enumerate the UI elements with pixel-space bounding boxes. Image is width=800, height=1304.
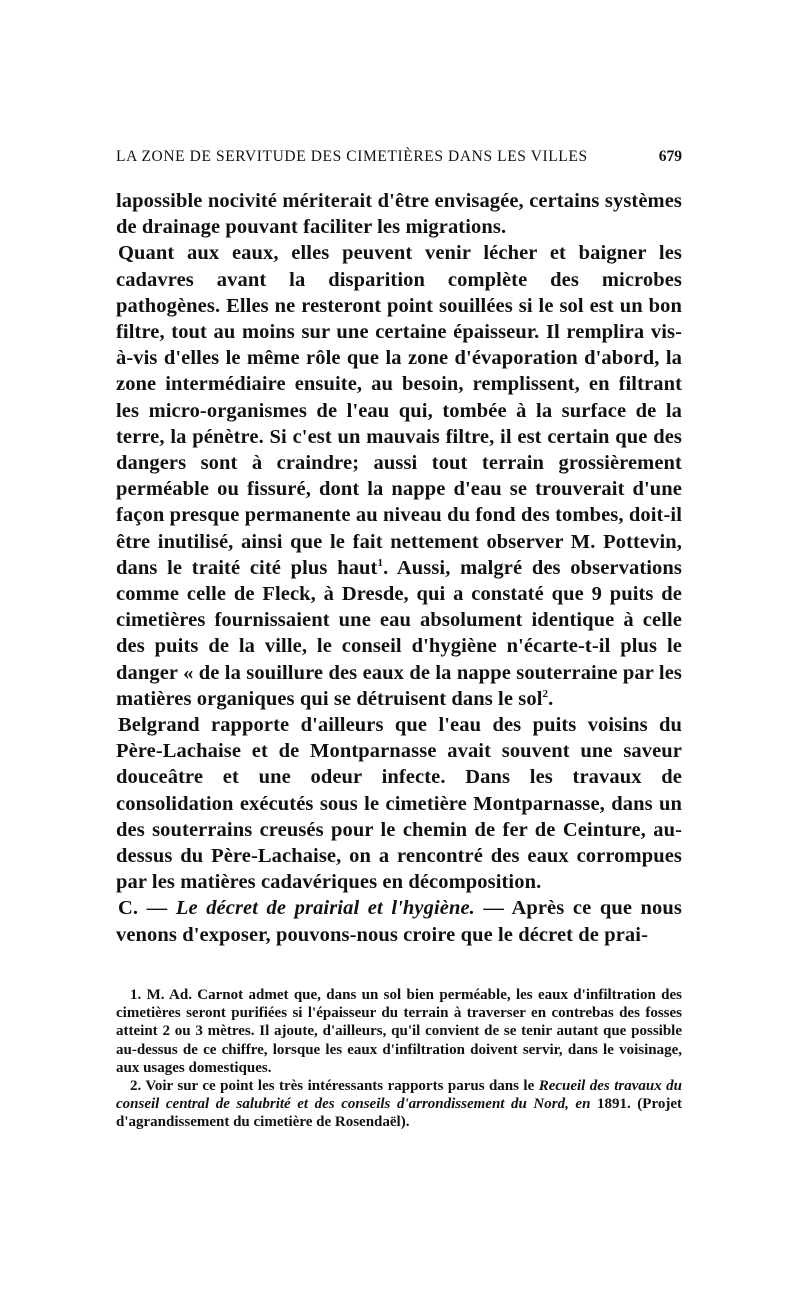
book-page <box>116 148 682 1132</box>
paragraph-continuation: lapossible nocivité mériterait d'être envisagée, certains systèmes de drainage pouvant faciliter les migrations. <box>116 190 682 239</box>
footnote-ref-2: 2 <box>542 687 549 700</box>
section-c-text: — Après ce que nous venons d'exposer, pouvons-nous croire que le décret de prai- <box>116 897 682 946</box>
paragraph-belgrand: Belgrand rapporte d'ailleurs que l'eau des puits voisins du Père-Lachaise et de Montparnasse avait souvent une saveur douceâtre et une odeur infecte. Dans les travaux de consolidation exécutés sous le cimetière Montparnasse, dans un des souterrains creusés pour le chemin de fer de Ceinture, au-dessus du Père-Lachaise, on a rencontré des eaux corrompues par les matières cadavériques en décomposition. <box>116 714 682 894</box>
section-c-label: C. — <box>118 897 176 920</box>
body-text <box>116 188 682 948</box>
page-number: 679 <box>658 148 682 165</box>
paragraph-eaux-end: . <box>548 687 554 710</box>
running-head-title: LA ZONE DE SERVITUDE DES CIMETIÈRES DANS LES VILLES <box>116 148 588 165</box>
section-c <box>116 895 682 947</box>
footnote-2-end: 1891. (Projet d'agrandissement du cimetière de Rosendaël). <box>116 1096 682 1131</box>
footnote-2-text: 2. Voir sur ce point les très intéressants rapports parus dans le <box>130 1077 539 1094</box>
footnotes <box>116 986 682 1132</box>
paragraph-eaux <box>116 240 682 712</box>
footnote-2-italic: Recueil des travaux du conseil central de salubrité et des conseils d'arrondissement du Nord, en <box>116 1077 682 1113</box>
running-head <box>116 148 682 172</box>
footnote-1: 1. M. Ad. Carnot admet que, dans un sol bien perméable, les eaux d'infiltration des cimetières seront purifiées si l'épaisseur du terrain à traverser en contrebas des fosses atteint 2 ou 3 mètres. Il ajoute, d'ailleurs, qu'il convient de se tenir autant que possible au-dessus de ce chiffre, lorsque les eaux d'infiltration doivent servir, dans le voisinage, aux usages domestiques. <box>116 986 682 1076</box>
footnote-ref-1: 1 <box>377 556 384 569</box>
footnote-2 <box>116 1077 682 1132</box>
paragraph-eaux-text-2: . Aussi, malgré des observations comme celle de Fleck, à Dresde, qui a constaté que 9 puits de cimetières fournissaient une eau absolument identique à celle des puits de la ville, le conseil d'hygiène n'écarte-t-il plus le danger « de la souillure des eaux de la nappe souterraine par les matières organiques qui se détruisent dans le sol <box>116 556 682 710</box>
paragraph-eaux-text: Quant aux eaux, elles peuvent venir lécher et baigner les cadavres avant la disparition complète des microbes pathogènes. Elles ne resteront point souillées si le sol est un bon filtre, tout au moins sur une certaine épaisseur. Il remplira vis-à-vis d'elles le même rôle que la zone d'évaporation d'abord, la zone intermédiaire ensuite, au besoin, remplissent, en filtrant les micro-organismes de l'eau qui, tombée à la surface de la terre, la pénètre. Si c'est un mauvais filtre, il est certain que des dangers sont à craindre; aussi tout terrain grossièrement perméable ou fissuré, dont la nappe d'eau se trouverait d'une façon presque permanente au niveau du fond des tombes, doit-il être inutilisé, ainsi que le fait nettement observer M. Pottevin, dans le traité cité plus haut <box>116 242 682 579</box>
section-c-title: Le décret de prairial et l'hygiène. <box>175 897 475 920</box>
